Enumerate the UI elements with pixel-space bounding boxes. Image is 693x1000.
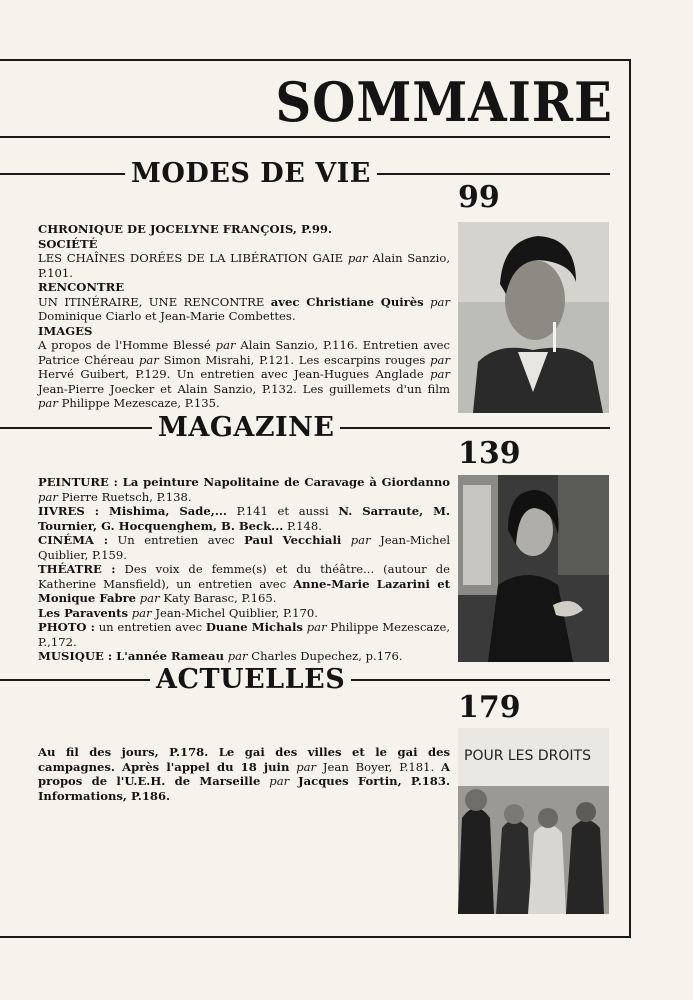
section-title: MAGAZINE xyxy=(158,412,335,443)
par-word: par xyxy=(430,367,450,381)
entry-theatre xyxy=(38,562,450,606)
entry-bold: Anne-Marie Lazarini et Monique Fabre xyxy=(38,576,451,605)
entry-peinture xyxy=(38,475,450,504)
entry-text: Philippe Mezescaze, P.135. xyxy=(61,396,220,410)
par-word: par xyxy=(269,774,290,788)
entry-bold: CINÉMA : xyxy=(38,533,109,547)
entry-bold: Duane Michals xyxy=(205,620,303,634)
entry-text: Charles Dupechez, p.176. xyxy=(251,649,403,663)
par-word: par xyxy=(131,605,152,620)
page-title: SOMMAIRE xyxy=(275,70,613,134)
entry-photo xyxy=(38,620,450,649)
entry-bold: avec Christiane Quirès xyxy=(270,294,424,309)
section-page-number: 139 xyxy=(458,436,521,471)
section-page-number: 179 xyxy=(458,690,521,725)
section-body-magazine xyxy=(38,475,450,664)
entry-bold: THÉATRE : xyxy=(38,562,116,576)
entry-bold: A propos de l'U.E.H. de Marseille xyxy=(38,759,451,788)
par-word: par xyxy=(296,759,317,774)
par-word: par xyxy=(38,489,58,504)
entry-text: UN ITINÉRAIRE, UNE RENCONTRE xyxy=(38,294,265,309)
entry-musique xyxy=(38,649,450,664)
heading-rule-left xyxy=(0,173,125,175)
entry-label-rencontre: RENCONTRE xyxy=(38,280,125,294)
entry-text: Hervé Guibert, P.129. Un entretien avec Jean-Hugues Anglade xyxy=(38,367,424,381)
entry-text: Pierre Ruetsch, P.138. xyxy=(61,489,192,504)
entry-bold: Les Paravents xyxy=(38,605,129,620)
entry-text: Jean Boyer, P.181. xyxy=(322,759,435,774)
entry-actuelles xyxy=(38,745,450,803)
entry-bold: N. Sarraute, M. Tournier, G. Hocquenghem, B. Beck... xyxy=(38,504,450,533)
entry-images xyxy=(38,338,450,411)
banner-text: POUR LES DROITS xyxy=(464,748,591,764)
entry-societe xyxy=(38,251,450,280)
entry-text: Jean-Michel Quiblier, P.159. xyxy=(38,533,451,562)
entry-bold: PEINTURE : La peinture Napolitaine de Caravage à Giordanno xyxy=(38,475,450,489)
par-word: par xyxy=(306,620,327,634)
entry-text: Alain Sanzio, P.101. xyxy=(38,251,451,280)
section-body-modes xyxy=(38,222,450,411)
entry-text: Des voix de femme(s) et du théâtre... (autour de Katherine Mansfield), un entretien avec xyxy=(38,562,450,591)
entry-paravents xyxy=(38,606,450,621)
entry-chronique: CHRONIQUE DE JOCELYNE FRANÇOIS, P.99. xyxy=(38,222,332,236)
section-title: ACTUELLES xyxy=(156,664,346,695)
portrait-photo xyxy=(458,222,609,413)
section-title: MODES DE VIE xyxy=(131,158,371,189)
entry-text: un entretien avec xyxy=(98,620,203,634)
heading-rule-right xyxy=(377,173,610,175)
section-heading-modes xyxy=(0,158,610,189)
entry-bold: MUSIQUE : L'année Rameau xyxy=(38,649,224,663)
entry-text: Simon Misrahi, P.121. Les escarpins rouges xyxy=(163,352,426,367)
entry-text: P.141 et aussi xyxy=(236,504,329,518)
entry-bold: Paul Vecchiali xyxy=(244,533,342,547)
entry-bold: PHOTO : xyxy=(38,620,95,634)
entry-text: Dominique Ciarlo et Jean-Marie Combettes. xyxy=(38,309,296,323)
entry-text: Un entretien avec xyxy=(117,533,235,547)
section-body-actuelles xyxy=(38,745,450,803)
title-rule xyxy=(0,136,610,138)
heading-rule-left xyxy=(0,427,152,429)
par-word: par xyxy=(38,396,58,410)
entry-bold: IIVRES : Mishima, Sade,... xyxy=(38,504,227,518)
entry-bold: Au fil des jours, P.178. Le gai des villes et le gai des campagnes. Après l'appel du 18 juin xyxy=(38,745,450,774)
entry-text: Jean-Pierre Joecker et Alain Sanzio, P.132. Les guillemets d'un film xyxy=(38,381,450,396)
heading-rule-right xyxy=(340,427,610,429)
heading-rule-right xyxy=(351,679,610,681)
entry-text: Alain Sanzio, P.116. Entretien avec Patrice Chéreau xyxy=(38,338,451,367)
entry-text: A propos de l'Homme Blessé xyxy=(38,338,211,352)
entry-text: P.148. xyxy=(286,518,322,533)
par-word: par xyxy=(215,338,236,352)
actress-photo xyxy=(458,475,609,662)
par-word: par xyxy=(139,591,160,605)
entry-rencontre xyxy=(38,295,450,324)
par-word: par xyxy=(138,352,159,367)
par-word: par xyxy=(227,649,248,663)
entry-bold: Jacques Fortin, P.183. Informations, P.186. xyxy=(38,774,450,803)
entry-livres xyxy=(38,504,450,533)
entry-label-societe: SOCIÉTÉ xyxy=(38,236,98,251)
entry-label-images: IMAGES xyxy=(38,323,93,338)
demonstration-photo xyxy=(458,728,609,914)
par-word: par xyxy=(347,251,368,265)
par-word: par xyxy=(430,294,451,309)
entry-text: Katy Barasc, P.165. xyxy=(163,591,277,605)
heading-rule-left xyxy=(0,679,150,681)
section-page-number: 99 xyxy=(458,180,500,215)
par-word: par xyxy=(430,352,451,367)
entry-text: LES CHAÎNES DORÉES DE LA LIBÉRATION GAIE xyxy=(38,251,344,265)
entry-text: Jean-Michel Quiblier, P.170. xyxy=(155,605,318,620)
par-word: par xyxy=(350,533,371,547)
entry-cinema xyxy=(38,533,450,562)
entry-text: Philippe Mezescaze, P.,172. xyxy=(38,620,451,649)
